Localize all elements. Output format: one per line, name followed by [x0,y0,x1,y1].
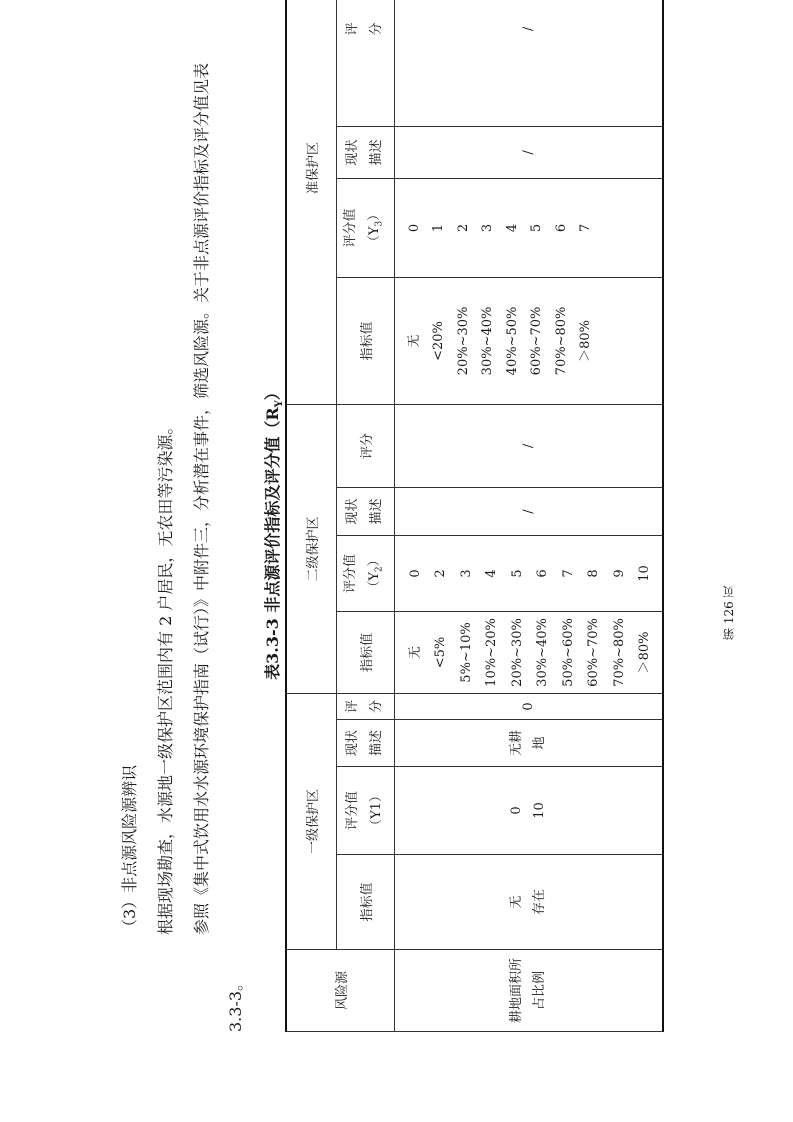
z2-ind-item: 30%~40% [535,618,550,687]
risk-source-name [394,950,663,1032]
header-row-zones [286,0,336,1032]
z2-score-item: 9 [611,569,627,578]
z3-status: / [394,126,663,178]
caption-tail: ） [263,384,282,401]
z3-ind-item: 60%~70% [529,306,544,376]
z2-score-sym-sub: 2 [374,566,385,573]
zone2-header: 二级保护区 [286,404,336,693]
z3-status-label-a: 现状 [345,139,360,166]
z1-status-line2: 地 [532,736,547,750]
z3-score-item: 0 [406,223,422,233]
section-heading: （3）非点源风险源辨识 [120,764,139,935]
z2-ind-item: 60%~70% [586,618,601,687]
paragraph-survey: 根据现场勘查，水源地一级保护区范围内有 2 户居民，无农田等污染源。 [156,418,175,935]
z2-ind-item: 20%~30% [509,618,525,687]
paragraph-reference-cont: 3.3-3。 [226,974,245,1032]
rotated-content [100,22,740,1032]
z2-score-label: 评分值 [342,553,358,593]
paragraph-reference: 参照《集中式饮用水水源环境保护指南（试行）》中附件三，分析潜在事件，筛选风险源。关于非点源评价指标及评分值见表 [192,62,211,935]
z2-ind-item: 5%~10% [458,622,474,683]
z3-score-symbol: $(Y_3)$ [366,207,385,249]
z3-score-item: 2 [455,223,471,233]
z2-score-item: 2 [433,569,448,578]
page-number: 第 126 页 [722,585,736,640]
z2-ind-item: 70%~80% [611,618,627,687]
z2-rating: / [394,404,663,487]
z2-ind-item: 50%~60% [560,618,576,687]
z3-indicator-header: 指标值 [336,277,394,404]
z3-ind-item: 20%~30% [455,306,471,376]
risk-source-header: 风险源 [286,950,394,1032]
z2-score-item: 10 [637,565,652,582]
z3-status-header [336,126,394,178]
z1-score-label: 评分值 [345,791,360,831]
z3-score-item: 6 [553,223,569,233]
z3-ind-item: <20% [431,321,446,361]
z1-status [394,720,663,767]
z2-score-item: 7 [560,569,576,578]
z3-score-sym-sub: 3 [374,220,385,227]
z1-score-item: 10 [532,802,547,819]
z3-score-header [336,178,394,277]
z3-rating-label-a: 评 [345,22,360,36]
z1-rating: 0 [394,693,663,719]
z1-score-symbol: （Y1） [369,789,384,832]
z1-ind-item: 存在 [532,889,547,916]
z1-score-item: 0 [509,806,524,815]
z3-ind-item: 70%~80% [553,306,569,376]
z2-score-symbol: $(Y_2)$ [366,553,385,594]
z1-scores [394,767,663,855]
z1-rating-label-b: 分 [369,699,384,713]
z3-score-item: 3 [480,223,495,233]
z1-status-header [336,720,394,767]
z2-score-item: 6 [535,569,550,578]
z2-status-header [336,487,394,535]
nonpoint-source-table [285,0,664,1032]
z3-ind-item: 30%~40% [480,306,495,376]
z3-score-label: 评分值 [342,208,358,248]
z2-status: / [394,487,663,535]
z2-ind-item: ＞80% [637,631,652,674]
z2-score-item: 5 [509,569,525,578]
table-caption [260,32,285,1032]
zone3-header: 准保护区 [286,0,336,404]
z2-score-item: 0 [407,569,423,578]
z3-score-item: 1 [431,223,446,233]
z2-indicators [394,611,663,693]
z3-score-item: 5 [529,223,544,233]
z2-score-item: 8 [586,569,601,578]
z1-indicators [394,855,663,950]
z2-indicator-header: 指标值 [336,611,394,693]
z3-rating-label-b: 分 [369,22,384,36]
z1-status-line1: 无耕 [509,730,524,757]
z2-score-header [336,535,394,611]
z2-ind-item: 无 [407,645,423,659]
zone1-header: 一级保护区 [286,693,336,949]
z3-score-item: 7 [578,223,593,233]
z3-scores [394,178,663,277]
z2-ind-item: 10%~20% [484,618,499,687]
z3-rating-header [336,0,394,126]
risk-name-line2: 占比例 [532,971,547,1011]
z3-ind-item: 40%~50% [504,306,520,376]
z1-indicator-header: 指标值 [336,855,394,950]
z2-status-label-b: 描述 [369,498,384,525]
z3-indicators [394,277,663,404]
z1-score-header [336,767,394,855]
z3-status-label-b: 描述 [369,139,384,166]
z3-ind-item: ＞80% [578,320,593,362]
z2-ind-item: <5% [433,636,448,669]
data-row [394,0,663,1032]
z1-rating-header [336,693,394,719]
z1-ind-item: 无 [509,895,524,909]
z2-score-item: 4 [484,569,499,578]
z3-ind-item: 无 [406,334,422,348]
header-row-columns [336,0,394,1032]
z2-scores [394,535,663,611]
z3-rating: / [394,0,663,126]
z2-rating-header: 评分 [336,404,394,487]
z3-score-sym-text: （Y [366,226,382,249]
risk-name-line1: 耕地面积所 [509,958,524,1024]
caption-subscript: Y [274,400,286,408]
z3-score-item: 4 [504,223,520,233]
z1-status-label-a: 现状 [345,730,360,757]
z1-status-label-b: 描述 [369,730,384,757]
caption-text: 表3.3-3 非点源评价指标及评分值（R [263,407,282,680]
z1-rating-label-a: 评 [345,699,360,713]
z2-score-sym-text: （Y [366,572,382,594]
z2-score-item: 3 [458,569,474,578]
z2-status-label-a: 现状 [345,498,360,525]
